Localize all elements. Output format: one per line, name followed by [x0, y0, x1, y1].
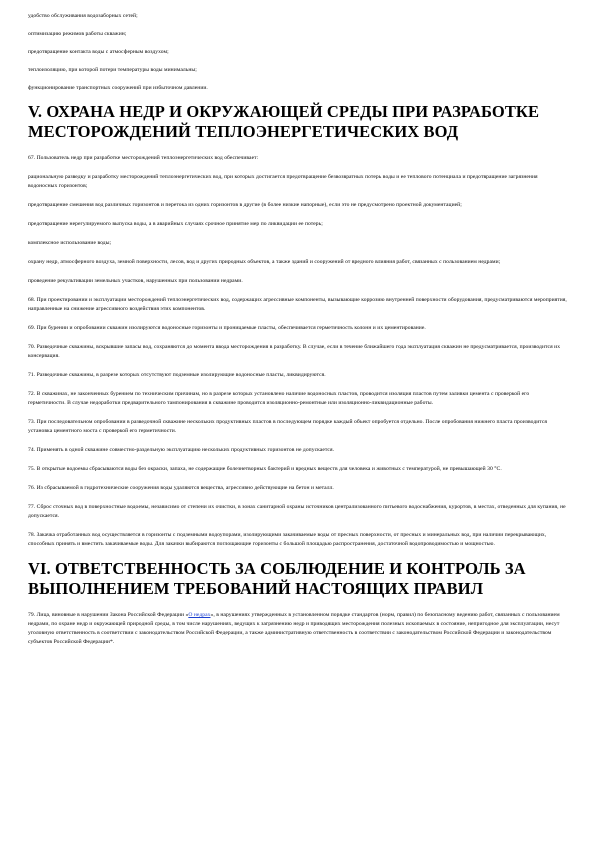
top-list: [28, 12, 567, 93]
paragraph: 75. В открытые водоемы сбрасываются воды без окраски, запаха, не содержащие болезнетворных бактерий и вредных веществ для человека и животных с температурой, не превышающей 30 °С.: [28, 466, 502, 472]
paragraph: 67. Пользователь недр при разработке месторождений теплоэнергетических вод обеспечивает:: [28, 155, 259, 161]
paragraph: проведение рекультивации земельных участков, нарушенных при пользовании недрами.: [28, 278, 243, 284]
list-item: теплоизоляцию, при которой потери температуры воды минимальны;: [28, 67, 197, 73]
paragraph: 69. При бурении и опробовании скважин изолируются водоносные горизонты и проницаемые пласты, обеспечивается герметичность колонн и их цементирование.: [28, 325, 426, 331]
paragraph: 71. Разведочные скважины, в разрезе которых отсутствуют подземные изолирующие водоносные пласты, ликвидируются.: [28, 372, 326, 378]
list-item: предотвращение контакта воды с атмосферным воздухом;: [28, 49, 169, 55]
list-item: удобство обслуживания водозаборных сетей;: [28, 13, 138, 19]
paragraph: 76. Из сбрасываемой в гидротехнические сооружения воды удаляются вещества, агрессивно действующие на бетон и металл.: [28, 485, 334, 491]
section-5-body: [28, 154, 567, 549]
paragraph: предотвращение смешения вод различных горизонтов и перетока из одних горизонтов в другие (в более низкие напорные), если это не предусмотрено проектной документацией;: [28, 202, 462, 208]
section-6-heading: VI. ОТВЕТСТВЕННОСТЬ ЗА СОБЛЮДЕНИЕ И КОНТРОЛЬ ЗА ВЫПОЛНЕНИЕМ ТРЕБОВАНИЙ НАСТОЯЩИХ ПРАВИЛ: [28, 559, 526, 598]
law-on-subsoil-link[interactable]: О недрах: [188, 612, 211, 618]
paragraph: 72. В скважинах, не законченных бурением по техническим причинам, но в разрезе которых установлено наличие водоносных пластов, проводится изоляция пластов путем заливки цемента с проверкой его герметичности. В случае недоработки предварительного тампонирования в скважине проводится изоляционно-ремонтные или изоляционно-ликвидационные работы.: [28, 391, 530, 406]
paragraph: комплексное использование воды;: [28, 240, 112, 246]
section-5-heading: V. ОХРАНА НЕДР И ОКРУЖАЮЩЕЙ СРЕДЫ ПРИ РАЗРАБОТКЕ МЕСТОРОЖДЕНИЙ ТЕПЛОЭНЕРГЕТИЧЕСКИХ ВОД: [28, 102, 540, 141]
paragraph: охрану недр, атмосферного воздуха, земной поверхности, лесов, вод и других природных объектов, а также зданий и сооружений от вредного влияния работ, связанных с пользованием недрами;: [28, 259, 501, 265]
paragraph: 70. Разведочные скважины, вскрывшие запасы вод, сохраняются до момента ввода месторождения в разработку. В случае, если в течение ближайшего года эксплуатация скважин не предусматривается, производится их консервация.: [28, 344, 561, 359]
paragraph: предотвращение нерегулируемого выпуска воды, а в аварийных случаях срочное принятие мер по ликвидации ее потерь;: [28, 221, 323, 227]
paragraph: 74. Применять в одной скважине совместно-раздельную эксплуатацию нескольких продуктивных горизонтов не допускается.: [28, 447, 335, 453]
paragraph: 77. Сброс сточных вод в поверхностные водоемы, независимо от степени их очистки, в зонах санитарной охраны источников централизованного питьевого водоснабжения, курортов, в местах, отведенных для купания, не допускается.: [28, 504, 566, 519]
paragraph: 73. При последовательном опробовании в разведочной скважине нескольких продуктивных пластов в последующем порядке каждый объект опробуется отдельно. После опробования нижнего пласта производится установка цементного моста с проверкой его герметичности.: [28, 419, 548, 434]
paragraph: 78. Закачка отработанных вод осуществляется в горизонты с подземными водоупорами, изолирующими закачиваемые воды от пресных поверхности, от пресных и минеральных вод, при наличии перекрывающих, способных принять и вместить закачиваемые воды. Для закачки выбираются поглощающие горизонты с большой площадью распространения, достаточной водопроводимостью и мощностью.: [28, 532, 547, 547]
paragraph-79-end: », в нарушениях утвержденных в установленном порядке стандартов (норм, правил) по безопасному ведению работ, связанных с пользованием недрами, по охране недр и окружающей природной среды, в том числе нарушениях, ведущих к загрязнению недр и приводящих месторождения полезных ископаемых в состояние, непригодное для эксплуатации, несут уголовную ответственность в соответствии с законодательством Российской Федерации, а также административную ответственность в соответствии с законодательством Российской Федерации и законодательством субъектов Российской Федерации*.: [28, 612, 560, 645]
paragraph-79: [28, 611, 567, 647]
paragraph: рациональную разведку и разработку месторождений теплоэнергетических вод, при которых достигается предотвращение безвозвратных потерь воды и ее теплового потенциала и предотвращение загрязнения водоносных горизонтов;: [28, 174, 538, 189]
list-item: оптимизацию режимов работы скважин;: [28, 31, 127, 37]
paragraph: 68. При проектировании и эксплуатации месторождений теплоэнергетических вод, содержащих агрессивные компоненты, вызывающие коррозию внутренней поверхности оборудования, предусматриваются мероприятия, направленные на снижение агрессивного воздействия этих компонентов.: [28, 297, 567, 312]
list-item: функционирование транспортных сооружений при избыточном давлении.: [28, 85, 208, 91]
paragraph-79-start: 79. Лица, виновные в нарушении Закона Российской Федерации «: [28, 612, 189, 618]
